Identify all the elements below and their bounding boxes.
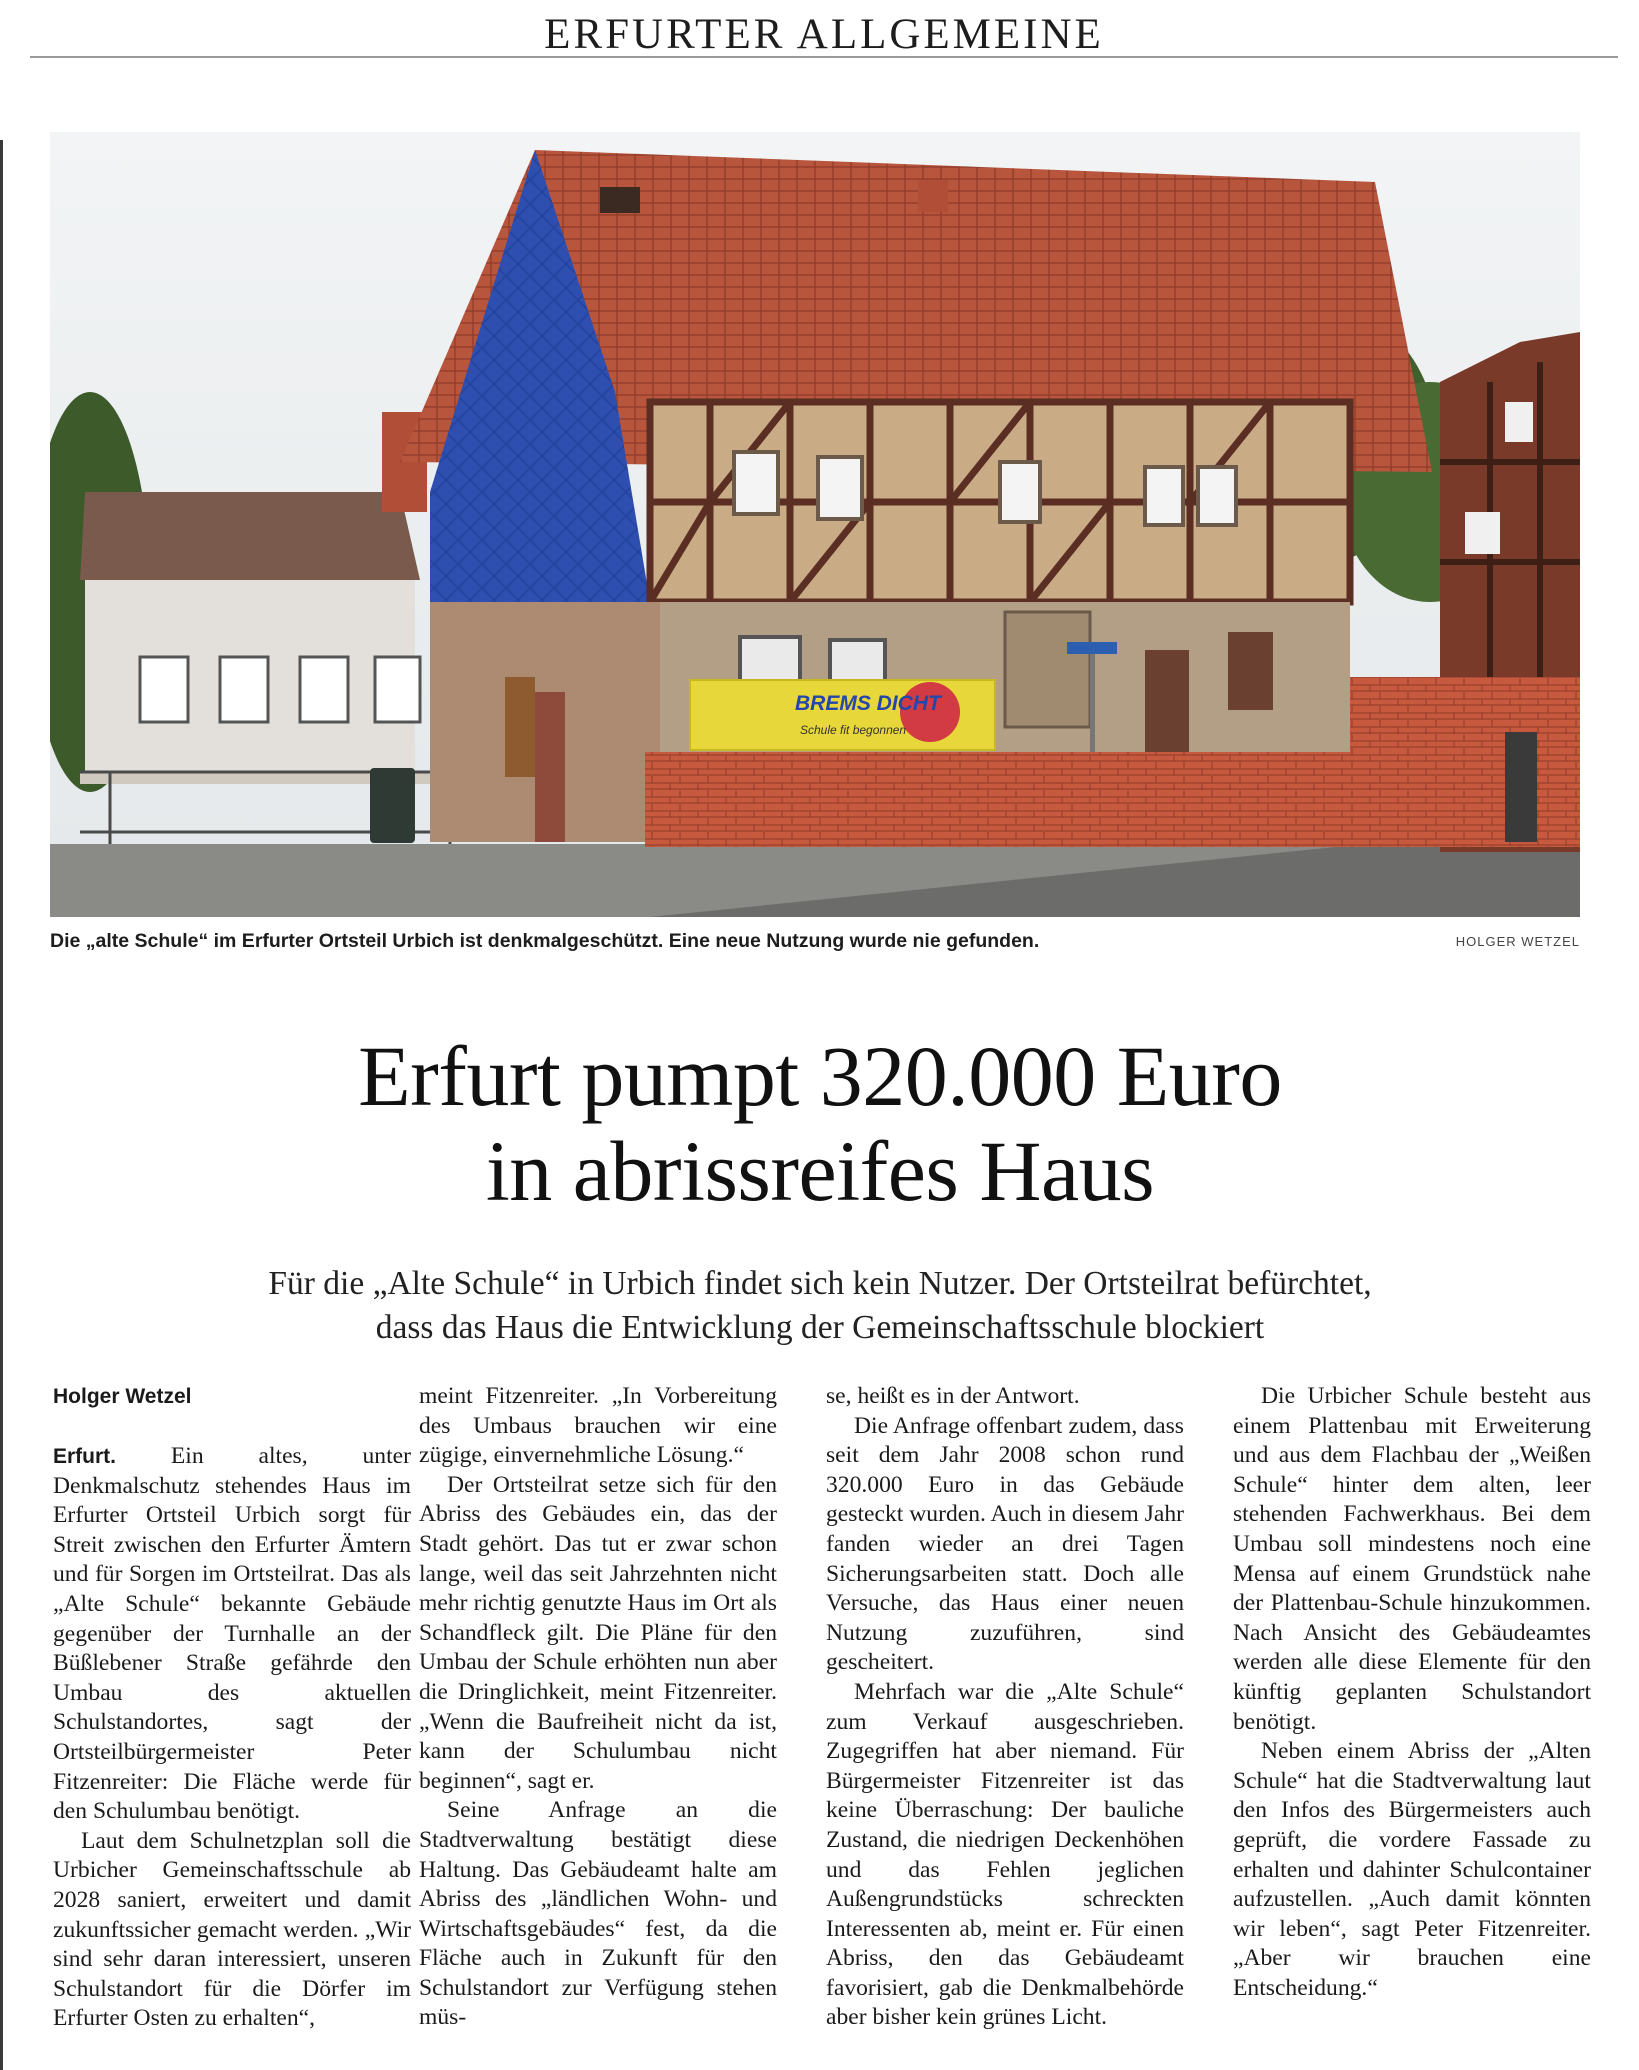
- author-byline: Holger Wetzel: [53, 1385, 192, 1408]
- dateline: Erfurt.: [53, 1445, 116, 1468]
- subheadline-line-1: Für die „Alte Schule“ in Urbich findet sich kein Nutzer. Der Ortsteilrat befürchtet,: [268, 1265, 1372, 1302]
- article-paragraph: Seine Anfrage an die Stadtverwaltung bestätigt diese Haltung. Das Gebäudeamt halte am Abriss des „ländlichen Wohn- und Wirtschaftsgebäudes“ fest, da die Fläche auch in Zukunft für den Schulstandort zur Verfügung stehen müs-: [419, 1797, 777, 2031]
- article-photo: [50, 132, 1580, 917]
- article-paragraph: Neben einem Abriss der „Alten Schule“ hat die Stadtverwaltung laut den Infos des Bürgermeisters auch geprüft, die vordere Fassade zu erhalten und dahinter Schulcontainer aufzustellen. „Auch damit könnten wir leben“, sagt Peter Fitzenreiter. „Aber wir brauchen eine Entscheidung.“: [1233, 1738, 1591, 2001]
- paragraph-text: Ein altes, unter Denkmalschutz stehendes Haus im Erfurter Ortsteil Urbich sorgt für Streit zwischen den Erfurter Ämtern und für Sorgen im Ortsteilrat. Das als „Alte Schule“ bekannte Gebäude gegenüber der Turnhalle an der Büßlebener Straße gefährde den Umbau des aktuellen Schulstandortes, sagt der Ortsteilbürgermeister Peter Fitzenreiter: Die Fläche werde für den Schulumbau benötigt.: [53, 1443, 411, 1825]
- headline-line-1: Erfurt pumpt 320.000 Euro: [358, 1028, 1282, 1124]
- banner-subtitle: Schule fit begonnen: [800, 723, 907, 737]
- subheadline-line-2: dass das Haus die Entwicklung der Gemeinschaftsschule blockiert: [375, 1309, 1265, 1346]
- house-photo-illustration: [50, 132, 1580, 917]
- photo-credit: HOLGER WETZEL: [1455, 934, 1580, 949]
- photo-caption: Die „alte Schule“ im Erfurter Ortsteil Urbich ist denkmalgeschützt. Eine neue Nutzung wurde nie gefunden.: [50, 930, 1040, 952]
- article-column-1: [53, 1442, 411, 2034]
- newspaper-name: ERFURTER ALLGEMEINE: [544, 11, 1104, 58]
- article-paragraph: Laut dem Schulnetzplan soll die Urbicher Gemeinschaftsschule ab 2028 saniert, erweitert und damit zukunftssicher gemacht werden. „Wir sind sehr daran interessiert, unseren Schulstandort für die Dörfer im Erfurter Osten zu erhalten“,: [53, 1827, 411, 2032]
- article-paragraph: [53, 1442, 411, 1827]
- article-paragraph: Der Ortsteilrat setze sich für den Abriss des Gebäudes ein, das der Stadt gehört. Das tut er zwar schon lange, weil das seit Jahrzehnten nicht mehr richtig genutzte Haus im Ort als Schandfleck gilt. Die Pläne für den Umbau der Schule erhöhten nun aber die Dringlichkeit, meint Fitzenreiter. „Wenn die Baufreiheit nicht da ist, kann der Schulumbau nicht beginnen“, sagt er.: [419, 1471, 777, 1794]
- article-column-2: [419, 1382, 777, 2033]
- article-paragraph: Die Anfrage offenbart zudem, dass seit dem Jahr 2008 schon rund 320.000 Euro in das Gebäude gesteckt wurden. Auch in diesem Jahr fanden wieder an drei Tagen Sicherungsarbeiten statt. Doch alle Versuche, das Haus einer neuen Nutzung zuzuführen, sind gescheitert.: [826, 1412, 1184, 1676]
- article-column-4: [1233, 1382, 1591, 2003]
- masthead: [30, 6, 1618, 58]
- article-paragraph: se, heißt es in der Antwort.: [826, 1383, 1080, 1409]
- article-paragraph: meint Fitzenreiter. „In Vorbereitung des Umbaus brauchen wir eine zügige, einvernehmliche Lösung.“: [419, 1383, 777, 1469]
- article-paragraph: Die Urbicher Schule besteht aus einem Plattenbau mit Erweiterung und aus dem Flachbau der „Weißen Schule“ hinter dem alten, leer stehenden Fachwerkhaus. Bei dem Umbau soll mindestens noch eine Mensa auf einem Grundstück nahe der Plattenbau-Schule hinzukommen. Nach Ansicht des Gebäudeamtes werden alle diese Elemente für den künftig geplanten Schulstandort benötigt.: [1233, 1383, 1591, 1735]
- photo-caption-row: [50, 930, 1580, 960]
- article-column-3: [826, 1382, 1184, 2033]
- article-paragraph: Mehrfach war die „Alte Schule“ zum Verkauf ausgeschrieben. Zugegriffen hat aber niemand. Für Bürgermeister Fitzenreiter ist das keine Überraschung: Der bauliche Zustand, die niedrigen Deckenhöhen und das Fehlen jeglichen Außengrundstücks schreckten Interessenten ab, meint er. Für einen Abriss, den das Gebäudeamt favorisiert, gab die Denkmalbehörde aber bisher kein grünes Licht.: [826, 1678, 1184, 2031]
- headline-line-2: in abrissreifes Haus: [485, 1123, 1155, 1219]
- page-edge-rule: [0, 140, 3, 2070]
- banner-title: BREMS DICHT: [795, 692, 941, 715]
